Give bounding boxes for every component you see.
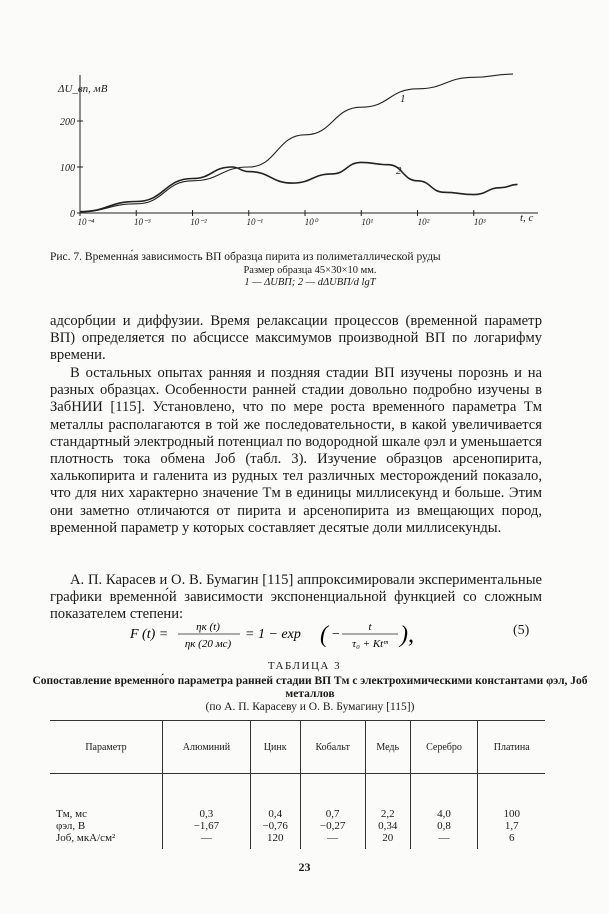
cell-silver: 4,0 0,8 —: [410, 774, 478, 850]
paragraph-1: адсорбции и диффузии. Время релаксации процессов (временной параметр ВП) определяется по абсциссе максимумов производной ВП по логарифму времени.: [50, 313, 542, 364]
table-subtitle: (по А. П. Карасеву и О. В. Бумагину [115]): [205, 701, 415, 713]
curve-label-2: 2: [396, 165, 402, 177]
y-tick-label: 100: [60, 163, 75, 174]
equation-num2: t: [368, 621, 372, 633]
x-tick-label: 10⁰: [304, 217, 318, 227]
paragraph-3: А. П. Карасев и О. В. Бумагин [115] аппроксимировали экспериментальные графики временно́й зависимости экспоненциальной функцией со сложным показателем степени:: [50, 572, 542, 623]
cell-zinc: 0,4 −0,76 120: [250, 774, 300, 850]
equation-num1: ηк (t): [196, 621, 220, 633]
x-tick-label: 10⁻¹: [246, 217, 263, 227]
y-tick-label: 200: [60, 117, 75, 128]
svg-text:),: ),: [400, 622, 414, 648]
cell-platinum: 100 1,7 6: [478, 774, 545, 850]
x-tick-label: 10⁻³: [134, 217, 151, 227]
x-tick-label: 10¹: [361, 217, 374, 227]
curve-label-1: 1: [400, 93, 406, 105]
cell-aluminium: 0,3 −1,67 —: [163, 774, 251, 850]
figure-caption-legend: 1 — ΔUВП; 2 — dΔUВП/d lgT: [244, 277, 376, 288]
page-number: 23: [298, 860, 311, 874]
chart-ticks: [60, 117, 486, 227]
series-line-1: [80, 74, 513, 212]
chart-axes: [80, 75, 538, 213]
header-cobalt: Кобальт: [300, 721, 365, 774]
series-line-2: [80, 162, 518, 211]
figure-caption: Рис. 7. Временна́я зависимость ВП образца пирита из полиметаллической руды: [50, 251, 441, 263]
equation-number: (5): [513, 623, 530, 638]
paragraph-2: В остальных опытах ранняя и поздняя стадии ВП изучены порознь и на разных образцах. Особенности ранней стадии довольно подробно изучены в ЗабНИИ [115]. Установлено, что по мере роста временно́го параметра Tм металлы располагаются в той же последовательности, в какой увеличивается стандартный электродный потенциал по водородной шкале φэл и уменьшается плотность тока обмена Jоб (табл. 3). Изучение образцов арсенопирита, халькопирита и галенита из рудных тел различных месторождений показало, что для них характерно значение Tм в единицы миллисекунд и больше. Этим они заметно отличаются от пирита и арсенопирита из вмещающих пород, временной параметр у которых составляет десятые доли миллисекунды.: [50, 365, 542, 536]
cell-cobalt: 0,7 −0,27 —: [300, 774, 365, 850]
equation-mid: = 1 − exp: [245, 627, 301, 642]
x-tick-label: 10⁻²: [190, 217, 207, 227]
cell-copper: 2,2 0,34 20: [365, 774, 410, 850]
table-header-row: [50, 721, 545, 774]
equation: [130, 616, 550, 652]
header-copper: Медь: [365, 721, 410, 774]
y-tick-label: 0: [70, 209, 75, 220]
y-axis-label: ΔU_вп, мВ: [58, 83, 108, 95]
x-tick-label: 10³: [473, 217, 486, 227]
svg-text:(: (: [320, 622, 328, 648]
cell-parameters: Tм, мс φэл, В Jоб, мкА/см²: [56, 808, 116, 844]
figure-caption-size: Размер образца 45×30×10 мм.: [243, 265, 377, 276]
header-parameter: Параметр: [50, 721, 163, 774]
x-tick-label: 10⁻⁴: [77, 217, 95, 227]
equation-den1: ηк (20 мс): [184, 638, 232, 650]
equation-lhs: F (t) =: [130, 627, 169, 642]
header-platinum: Платина: [478, 721, 545, 774]
figure-chart: [50, 70, 555, 240]
svg-text:−: −: [331, 627, 341, 642]
table-title: Сопоставление временно́го параметра ранней стадии ВП Tм с электрохимическими константами φэл, Jоб металлов: [32, 675, 588, 700]
header-zinc: Цинк: [250, 721, 300, 774]
chart-lines: [80, 74, 518, 212]
x-tick-label: 10²: [417, 217, 430, 227]
table-label: ТАБЛИЦА 3: [267, 660, 342, 672]
x-axis-label: t, с: [520, 212, 534, 224]
table-row: [50, 774, 545, 850]
data-table: [50, 720, 545, 849]
header-silver: Серебро: [410, 721, 478, 774]
header-aluminium: Алюминий: [163, 721, 251, 774]
equation-den2: τ₀ + Ktᵐ: [352, 638, 388, 650]
